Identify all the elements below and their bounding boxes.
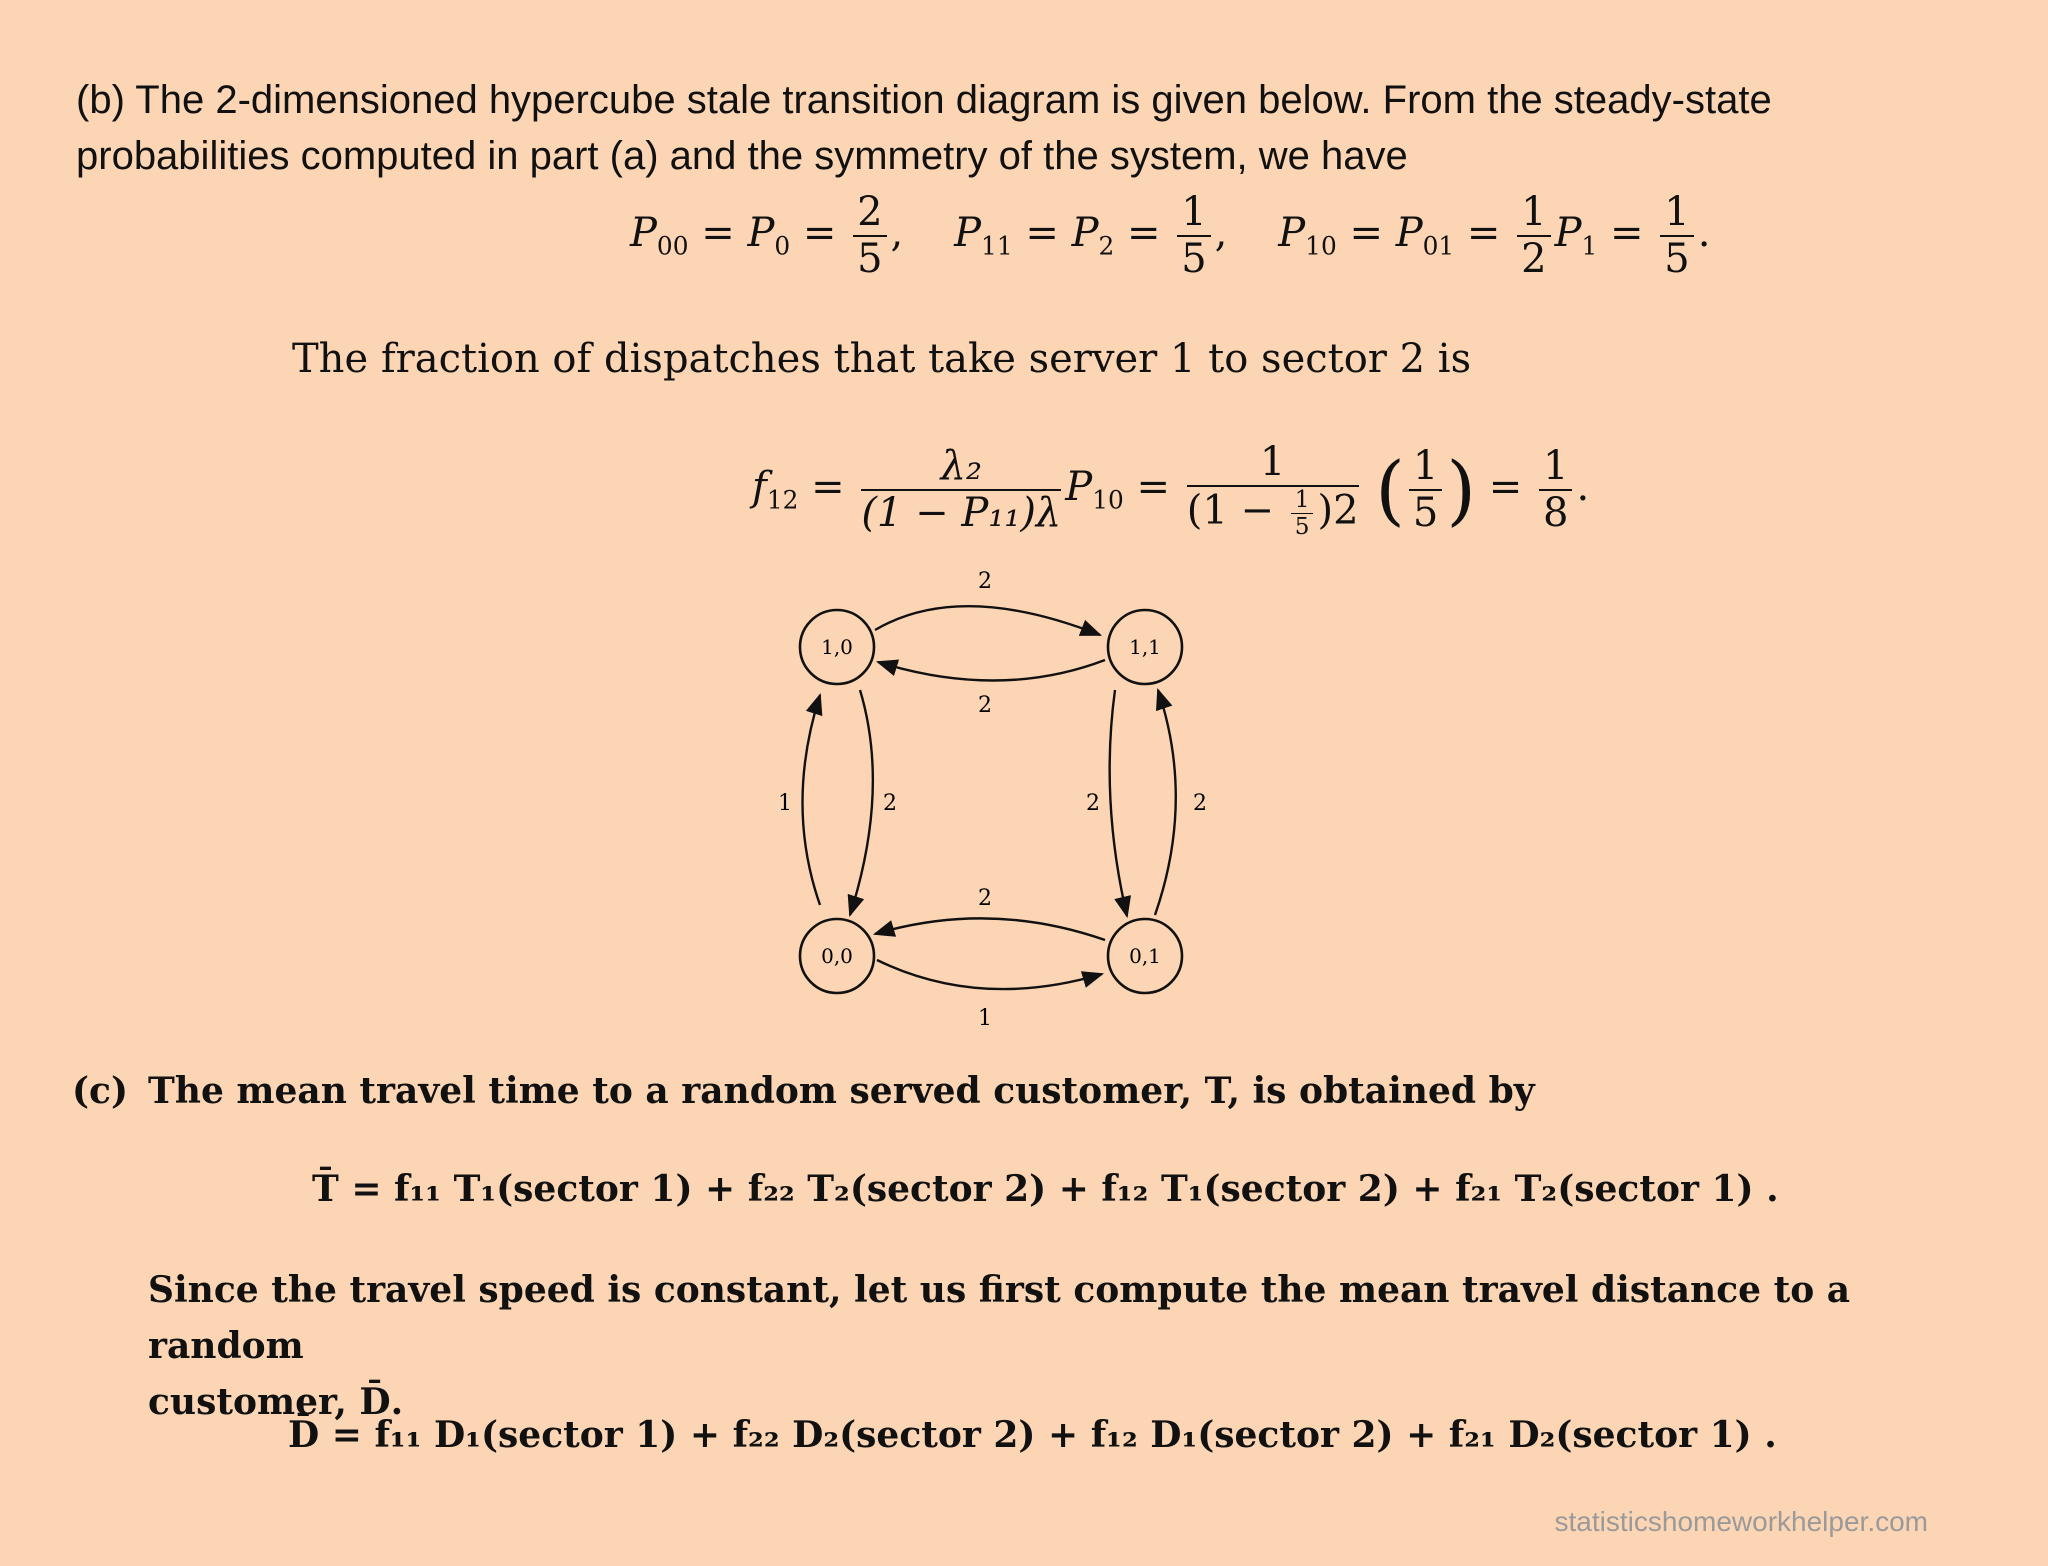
left-paren: ( — [1375, 444, 1405, 534]
p00-sub: 00 — [656, 231, 689, 261]
footer-watermark: statisticshomeworkhelper.com — [1554, 1506, 1928, 1537]
node-1-0 — [800, 610, 874, 684]
part-c-label: (c) — [72, 1070, 128, 1112]
p10-factor: P — [1065, 463, 1093, 510]
p01-sub: 01 — [1422, 231, 1455, 261]
node-0-0 — [800, 919, 874, 993]
f12-sub: 12 — [766, 485, 799, 515]
p1-sub: 1 — [1581, 231, 1598, 261]
svg-text:0,0: 0,0 — [821, 944, 853, 968]
p01-symbol: P — [1395, 209, 1423, 256]
p10-factor-sub: 10 — [1092, 485, 1124, 515]
part-c-text: The mean travel time to a random served customer, T, is obtained by — [148, 1070, 1535, 1112]
p1-symbol: P — [1554, 209, 1582, 256]
label-bottom-upper: 2 — [978, 886, 992, 911]
mean-travel-time-equation: T̄ = f₁₁ T₁(sector 1) + f₂₂ T₂(sector 2) + f₁₂ T₁(sector 2) + f₂₁ T₂(sector 1) . — [312, 1168, 1779, 1210]
p10-sub: 10 — [1305, 231, 1337, 261]
speed-line-1: Since the travel speed is constant, let us first compute the mean travel distance to a random — [148, 1269, 1851, 1367]
p0-sub: 0 — [774, 231, 791, 261]
node-0-1 — [1108, 919, 1182, 993]
paren-one-fifth: $\frac{1}{5}$ — [1409, 444, 1442, 536]
edge-11-to-01 — [1110, 690, 1127, 916]
lambda-fraction: $\frac{\text{λ₂}}{\text{(1 − P₁₁)λ}}$ — [861, 443, 1062, 536]
label-left-inner: 2 — [883, 791, 897, 816]
intro-line-1: (b) The 2-dimensioned hypercube stale transition diagram is given below. From the steady-state — [76, 78, 1772, 122]
fraction-two-fifths: $\frac{2}{5}$ — [853, 190, 886, 282]
intro-paragraph — [76, 72, 1976, 184]
p2-sub: 2 — [1098, 231, 1115, 261]
edge-01-to-00 — [875, 918, 1105, 940]
fraction-one-half: $\frac{1}{2}$ — [1517, 190, 1550, 282]
edge-00-to-01 — [877, 960, 1102, 989]
svg-text:1,1: 1,1 — [1129, 635, 1161, 659]
svg-text:0,1: 0,1 — [1129, 944, 1161, 968]
mean-travel-distance-equation: D̄ = f₁₁ D₁(sector 1) + f₂₂ D₂(sector 2) + f₁₂ D₁(sector 2) + f₂₁ D₂(sector 1) . — [288, 1414, 1777, 1456]
result-one-eighth: $\frac{1}{8}$ — [1539, 444, 1572, 536]
edge-10-to-00 — [850, 690, 873, 915]
f12-symbol: f — [752, 463, 767, 510]
label-top-upper: 2 — [978, 569, 992, 594]
right-paren: ) — [1446, 444, 1477, 534]
p2-symbol: P — [1071, 209, 1099, 256]
label-top-lower: 2 — [978, 693, 992, 718]
edge-00-to-10 — [803, 695, 821, 905]
travel-speed-paragraph — [148, 1262, 1948, 1430]
inner-one-fifth: $\frac{1}{5}$ — [1291, 487, 1314, 540]
f12-equation: $f_{12}$ = $\frac{\text{λ₂}}{\text{(1 − P₁₁)λ}}$ $P_{10}$ = 1 (1 − $\frac{1}{5}$ )2 ( $\frac{1}{5}$ ) = $\frac{1}{8}$ . — [752, 439, 1590, 540]
speed-line-2: customer, D̄. — [148, 1381, 404, 1423]
one-over-denominator-fraction: 1 (1 − $\frac{1}{5}$ )2 — [1186, 439, 1359, 540]
fraction-one-fifth-b: $\frac{1}{5}$ — [1660, 190, 1693, 282]
label-bottom-lower: 1 — [978, 1006, 992, 1031]
p11-symbol: P — [954, 209, 982, 256]
dispatch-fraction-text: The fraction of dispatches that take server 1 to sector 2 is — [292, 336, 1472, 382]
label-right-outer: 2 — [1193, 791, 1207, 816]
label-left-outer: 1 — [778, 791, 792, 816]
edge-11-to-10 — [878, 660, 1105, 681]
state-transition-diagram — [760, 560, 1220, 1040]
svg-text:1,0: 1,0 — [821, 635, 853, 659]
intro-line-2: probabilities computed in part (a) and the symmetry of the system, we have — [76, 134, 1408, 178]
node-1-1 — [1108, 610, 1182, 684]
p0-symbol: P — [747, 209, 775, 256]
steady-state-equation: $P_{00} = P_0$ = $\frac{2}{5}$ , $P_{11} = P_2$ = $\frac{1}{5}$ , $P_{10} = P_{01}$ = $\frac{1}{2}$ $P_1$ = $\frac{1}{5}$ . — [630, 189, 1711, 282]
p10-symbol: P — [1278, 209, 1306, 256]
edge-01-to-11 — [1155, 690, 1176, 915]
p11-sub: 11 — [981, 231, 1013, 261]
label-right-inner: 2 — [1086, 791, 1100, 816]
p00-symbol: P — [630, 209, 657, 256]
fraction-one-fifth-a: $\frac{1}{5}$ — [1177, 190, 1210, 282]
edge-10-to-11 — [875, 606, 1100, 635]
